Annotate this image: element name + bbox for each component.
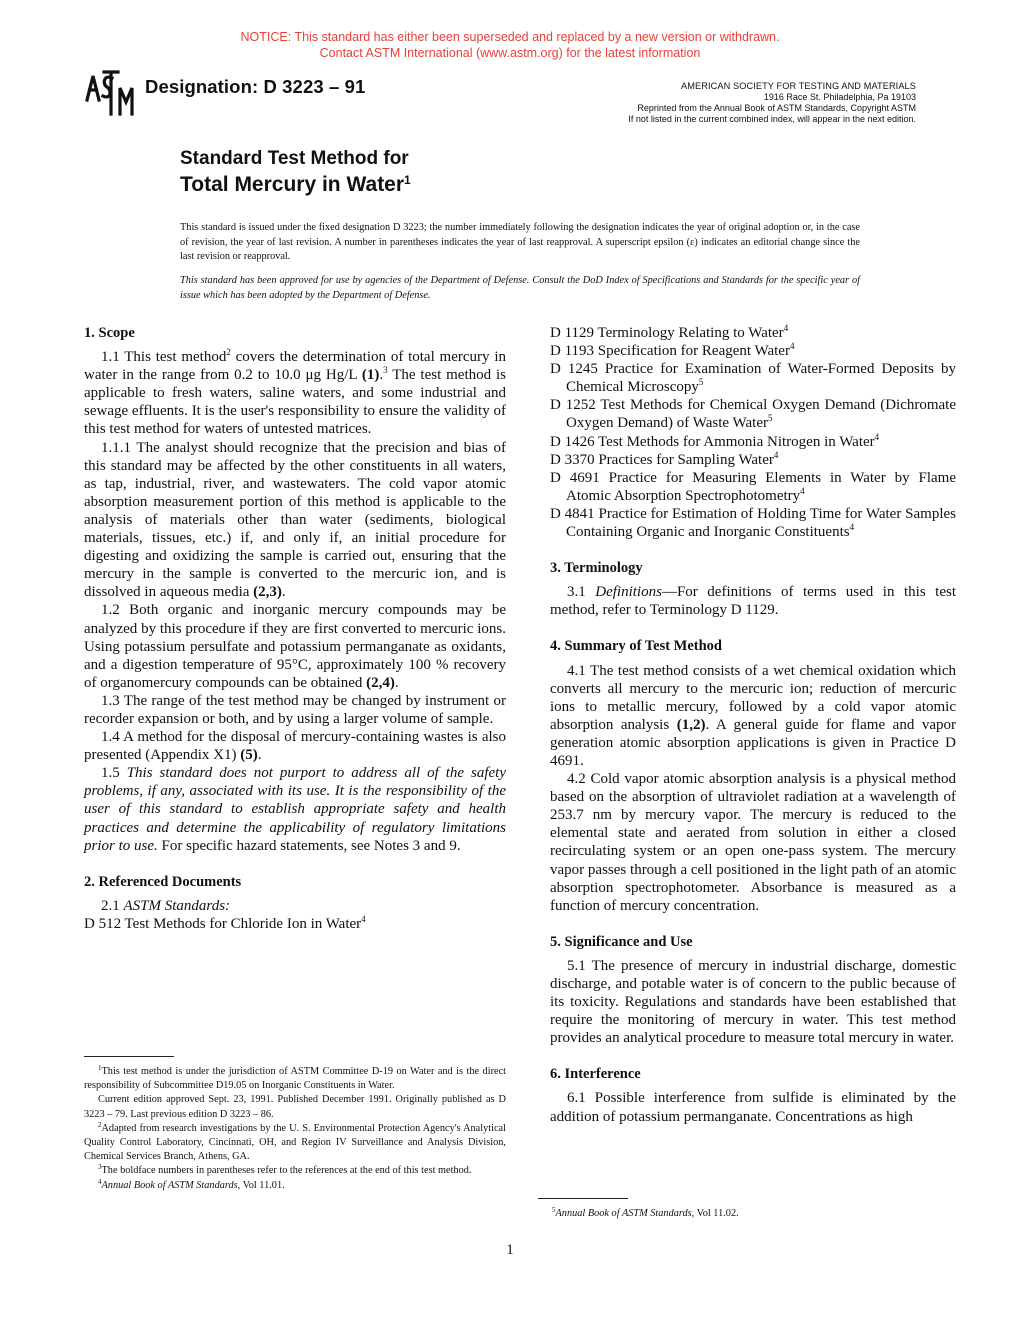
society-index-note: If not listed in the current combined index, will appear in the next edition. (628, 114, 916, 124)
paragraph-2-1: 2.1 ASTM Standards: (101, 897, 231, 914)
paragraph-6-1: 6.1 Possible interference from sulfide is eliminated by the addition of potassium permanganate. Concentrations as high (550, 1090, 956, 1125)
title-line-1: Standard Test Method for (180, 148, 409, 169)
reference-item: D 1426 Test Methods for Ammonia Nitrogen in Water$^4$ (550, 431, 880, 450)
reference-item: D 3370 Practices for Sampling Water$^4$ (550, 449, 779, 468)
society-info (628, 81, 916, 125)
dod-approval-note: This standard has been approved for use by agencies of the Department of Defense. Consult the DoD Index of Specifications and Standards for the specific year of issue which has been adopted by the Department of Defense. (180, 275, 860, 301)
notice-line-2: Contact ASTM International (www.astm.org) for the latest information (319, 46, 701, 60)
reference-item: D 1245 Practice for Examination of Water-Formed Deposits by Chemical Microscopy$^5$ (550, 361, 956, 396)
astm-logo-icon (84, 68, 136, 120)
section-heading-terminology: 3. Terminology (550, 560, 643, 577)
paragraph-1-1: 1.1 This test method$^2$ covers the determination of total mercury in water in the range from 0.2 to 10.0 μg Hg/L (1).$^3$ The test method is applicable to fresh waters, saline waters, and some industrial and sewage effluents. It is the user's responsibility to ensure the validity of this test method for waters of untested matrices. (84, 347, 506, 438)
society-reprint: Reprinted from the Annual Book of ASTM Standards, Copyright ASTM (637, 103, 916, 113)
footnote-divider (84, 1056, 174, 1057)
title-footnote-ref: 1 (404, 173, 411, 187)
reference-item: D 512 Test Methods for Chloride Ion in Water$^4$ (84, 913, 366, 932)
reference-item: D 1129 Terminology Relating to Water$^4$ (550, 323, 789, 341)
left-column (84, 324, 506, 933)
paragraph-1-2: 1.2 Both organic and inorganic mercury compounds may be analyzed by this procedure if they are first converted to mercuric ions. Using potassium persulfate and potassium permanganate as oxidants, and a digestion temperature of 95°C, approximately 100 % recovery of organomercury compounds can be obtained (2,4). (84, 602, 506, 691)
paragraph-4-2: 4.2 Cold vapor atomic absorption analysis is a physical method based on the absorption of ultraviolet radiation at a wavelength of 253.7 nm by mercury vapor. The mercury is reduced to the elemental state and aerated from solution in either a closed recirculating system or an open one-pass system. The mercury vapor passes through a cell positioned in the light path of an atomic absorption spectrophotometer. Absorbance is measured as a function of mercury concentration. (550, 771, 956, 914)
paragraph-3-1: 3.1 Definitions—For definitions of terms used in this test method, refer to Terminology D 1129. (550, 584, 957, 619)
section-heading-significance: 5. Significance and Use (550, 933, 693, 950)
reference-item: D 1252 Test Methods for Chemical Oxygen Demand (Dichromate Oxygen Demand) of Waste Water$^5$ (550, 397, 956, 432)
footnote-4: $^4$Annual Book of ASTM Standards, Vol 11.01. (98, 1177, 285, 1191)
section-heading-scope: 1. Scope (84, 325, 135, 341)
footnotes-left (84, 1065, 506, 1193)
footnotes-right (538, 1207, 958, 1221)
footnote-1: $^1$This test method is under the jurisdiction of ASTM Committee D-19 on Water and is the direct responsibility of Subcommittee D19.05 on Inorganic Constituents in Water. (84, 1064, 506, 1092)
title-text: Total Mercury in Water (180, 173, 405, 196)
paragraph-1-4: 1.4 A method for the disposal of mercury-containing wastes is also presented (Appendix X1) (5). (84, 729, 506, 764)
reference-item: D 4691 Practice for Measuring Elements in Water by Flame Atomic Absorption Spectrophotometry$^4$ (550, 469, 956, 504)
paragraph-4-1: 4.1 The test method consists of a wet chemical oxidation which converts all mercury to the mercuric ion; reduction of mercuric ions to metallic mercury, followed by a cold vapor atomic absorption analysis (1,2). A general guide for flame and vapor generation atomic absorption applications is given in Practice D 4691. (550, 662, 956, 769)
section-heading-referenced: 2. Referenced Documents (84, 873, 242, 890)
notice-line-1: NOTICE: This standard has either been superseded and replaced by a new version or withdrawn. (240, 30, 780, 44)
society-name: AMERICAN SOCIETY FOR TESTING AND MATERIALS (681, 81, 916, 91)
section-heading-summary: 4. Summary of Test Method (550, 638, 722, 655)
footnote-5: $^5$Annual Book of ASTM Standards, Vol 11.02. (552, 1206, 739, 1219)
reference-item: D 1193 Specification for Reagent Water$^4$ (550, 341, 795, 360)
society-address: 1916 Race St. Philadelphia, Pa 19103 (763, 92, 916, 102)
footnote-3: $^3$The boldface numbers in parentheses refer to the references at the end of this test method. (98, 1163, 472, 1177)
paragraph-1-3: 1.3 The range of the test method may be changed by instrument or recorder expansion or both, and by using a larger volume of sample. (84, 692, 506, 727)
reference-item: D 4841 Practice for Estimation of Holding Time for Water Samples Containing Organic and Inorganic Constituents$^4$ (550, 505, 956, 541)
section-heading-interference: 6. Interference (550, 1066, 641, 1083)
paragraph-1-1-1: 1.1.1 The analyst should recognize that the precision and bias of this standard may be affected by the other constituents in all waters, as tap, industrial, river, and wastewaters. The cold vapor atomic absorption measurement portion of this method is applicable to the analysis of materials other than water (sediments, biological materials, tissues, etc.) if, and only if, an initial procedure for digesting and oxidizing the sample is carried out, ensuring that the mercury in the sample is converted to the mercuric ion, and is dissolved in aqueous media (2,3). (84, 439, 506, 601)
footnote-2: $^2$Adapted from research investigations by the U. S. Environmental Protection Agency's Analytical Quality Control Laboratory, Cincinnati, OH, and Region IV Surveillance and Analysis Division, Chemical Services Branch, Athens, GA. (84, 1120, 506, 1163)
right-column (550, 324, 956, 1126)
paragraph-1-5: 1.5 This standard does not purport to address all of the safety problems, if any, associated with its use. It is the responsibility of the user of this standard to establish appropriate safety and health practices and determine the applicability of regulatory limitations prior to use. For specific hazard statements, see Notes 3 and 9. (84, 765, 507, 854)
footnote-divider (538, 1198, 628, 1199)
title-line-2 (180, 173, 411, 197)
withdrawal-notice (0, 29, 1020, 61)
footnote-1-edition: Current edition approved Sept. 23, 1991. Published December 1991. Originally published as D 3223 – 79. Last previous edition D 3223 – 86. (84, 1094, 506, 1120)
designation: Designation: D 3223 – 91 (145, 76, 366, 97)
issuance-note: This standard is issued under the fixed designation D 3223; the number immediately following the designation indicates the year of original adoption or, in the case of revision, the year of last revision. A number in parentheses indicates the year of last reapproval. A superscript epsilon (ε) indicates an editorial change since the last revision or reapproval. (180, 222, 860, 262)
page-number: 1 (506, 1242, 514, 1258)
paragraph-5-1: 5.1 The presence of mercury in industrial discharge, domestic discharge, and potable water is of concern to the public because of its toxicity. Regulations and standards have been established that require the monitoring of mercury in water. This test method provides an analytical procedure to measure total mercury in water. (550, 957, 956, 1047)
